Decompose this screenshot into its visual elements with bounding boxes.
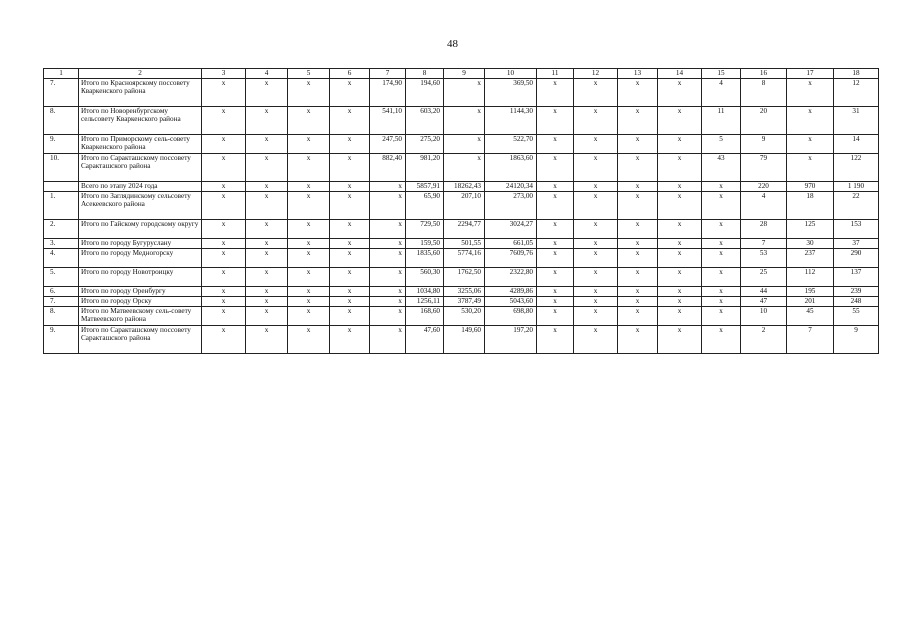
value-cell: 522,70 xyxy=(485,135,537,154)
value-cell: х xyxy=(444,154,485,182)
value-cell: х xyxy=(658,107,702,135)
row-name-cell: Итого по Приморскому сель-совету Кваркенского района xyxy=(79,135,202,154)
value-cell: 10 xyxy=(741,307,787,326)
value-cell: х xyxy=(288,79,330,107)
value-cell: х xyxy=(702,326,741,354)
value-cell: 882,40 xyxy=(370,154,406,182)
value-cell: 698,80 xyxy=(485,307,537,326)
row-name-cell: Итого по Гайскому городскому округу xyxy=(79,220,202,239)
header-cell: 14 xyxy=(658,69,702,79)
row-name-cell: Итого по Саракташскому поссовету Саракташского района xyxy=(79,326,202,354)
value-cell: х xyxy=(246,220,288,239)
value-cell: х xyxy=(537,326,574,354)
table-row xyxy=(44,239,879,249)
value-cell: х xyxy=(288,297,330,307)
value-cell: 18 xyxy=(787,192,834,220)
row-name-cell: Итого по городу Орску xyxy=(79,297,202,307)
value-cell: х xyxy=(537,239,574,249)
value-cell: х xyxy=(618,135,658,154)
header-cell: 15 xyxy=(702,69,741,79)
value-cell: х xyxy=(246,79,288,107)
row-number-cell: 2. xyxy=(44,220,79,239)
value-cell: 122 xyxy=(834,154,879,182)
value-cell: 1762,50 xyxy=(444,268,485,287)
value-cell: х xyxy=(618,192,658,220)
value-cell: х xyxy=(288,268,330,287)
value-cell: х xyxy=(444,107,485,135)
row-number-cell: 3. xyxy=(44,239,79,249)
value-cell: 5043,60 xyxy=(485,297,537,307)
value-cell: 3024,27 xyxy=(485,220,537,239)
value-cell: 149,60 xyxy=(444,326,485,354)
value-cell: х xyxy=(574,239,618,249)
value-cell: 37 xyxy=(834,239,879,249)
value-cell: х xyxy=(574,287,618,297)
value-cell: х xyxy=(537,297,574,307)
value-cell: х xyxy=(574,182,618,192)
row-name-cell: Итого по Матвеевскому сель-совету Матвеевского района xyxy=(79,307,202,326)
value-cell: 9 xyxy=(834,326,879,354)
value-cell: 7 xyxy=(741,239,787,249)
value-cell: х xyxy=(537,307,574,326)
row-name-cell: Итого по Новоренбургскому сельсовету Кваркенского района xyxy=(79,107,202,135)
table-row xyxy=(44,307,879,326)
value-cell: х xyxy=(246,192,288,220)
value-cell: х xyxy=(370,297,406,307)
value-cell: 43 xyxy=(702,154,741,182)
row-number-cell: 9. xyxy=(44,326,79,354)
value-cell: 1863,60 xyxy=(485,154,537,182)
value-cell: х xyxy=(787,135,834,154)
value-cell: х xyxy=(702,182,741,192)
value-cell: 5 xyxy=(702,135,741,154)
value-cell: 79 xyxy=(741,154,787,182)
value-cell: 981,20 xyxy=(406,154,444,182)
value-cell: х xyxy=(618,220,658,239)
value-cell: х xyxy=(618,154,658,182)
value-cell: х xyxy=(288,249,330,268)
value-cell: х xyxy=(288,154,330,182)
value-cell: х xyxy=(658,307,702,326)
value-cell: х xyxy=(202,192,246,220)
value-cell: 207,10 xyxy=(444,192,485,220)
value-cell: х xyxy=(246,135,288,154)
value-cell: 7609,76 xyxy=(485,249,537,268)
value-cell: 55 xyxy=(834,307,879,326)
value-cell: х xyxy=(330,182,370,192)
value-cell: 290 xyxy=(834,249,879,268)
value-cell: 541,10 xyxy=(370,107,406,135)
value-cell: х xyxy=(246,326,288,354)
value-cell: х xyxy=(202,249,246,268)
value-cell: 65,90 xyxy=(406,192,444,220)
value-cell: х xyxy=(574,79,618,107)
table-row xyxy=(44,220,879,239)
value-cell: х xyxy=(330,297,370,307)
value-cell: х xyxy=(618,182,658,192)
value-cell: 18262,43 xyxy=(444,182,485,192)
value-cell: х xyxy=(330,107,370,135)
value-cell: 239 xyxy=(834,287,879,297)
table-row xyxy=(44,287,879,297)
value-cell: 5774,16 xyxy=(444,249,485,268)
value-cell: х xyxy=(658,249,702,268)
value-cell: х xyxy=(288,192,330,220)
value-cell: 560,30 xyxy=(406,268,444,287)
value-cell: 194,60 xyxy=(406,79,444,107)
value-cell: 220 xyxy=(741,182,787,192)
value-cell: х xyxy=(618,239,658,249)
value-cell: 168,60 xyxy=(406,307,444,326)
row-number-cell: 7. xyxy=(44,79,79,107)
value-cell: х xyxy=(330,154,370,182)
value-cell: х xyxy=(537,79,574,107)
value-cell: х xyxy=(288,307,330,326)
table-row xyxy=(44,154,879,182)
value-cell: 1835,60 xyxy=(406,249,444,268)
value-cell: 174,90 xyxy=(370,79,406,107)
value-cell: х xyxy=(787,154,834,182)
row-name-cell: Итого по городу Медногорску xyxy=(79,249,202,268)
value-cell: х xyxy=(246,297,288,307)
value-cell: х xyxy=(202,268,246,287)
value-cell: 4289,86 xyxy=(485,287,537,297)
value-cell: х xyxy=(330,249,370,268)
value-cell: х xyxy=(202,297,246,307)
header-cell: 2 xyxy=(79,69,202,79)
value-cell: 30 xyxy=(787,239,834,249)
value-cell: х xyxy=(702,307,741,326)
value-cell: х xyxy=(702,239,741,249)
value-cell: х xyxy=(444,135,485,154)
value-cell: х xyxy=(202,135,246,154)
value-cell: х xyxy=(537,107,574,135)
value-cell: 8 xyxy=(741,79,787,107)
value-cell: х xyxy=(702,249,741,268)
value-cell: х xyxy=(202,239,246,249)
value-cell: 25 xyxy=(741,268,787,287)
value-cell: х xyxy=(618,107,658,135)
value-cell: х xyxy=(370,326,406,354)
value-cell: 2322,80 xyxy=(485,268,537,287)
value-cell: х xyxy=(370,182,406,192)
value-cell: х xyxy=(702,192,741,220)
value-cell: х xyxy=(618,297,658,307)
value-cell: х xyxy=(658,220,702,239)
value-cell: 4 xyxy=(702,79,741,107)
value-cell: 137 xyxy=(834,268,879,287)
value-cell: 24120,34 xyxy=(485,182,537,192)
value-cell: 2 xyxy=(741,326,787,354)
row-name-cell: Итого по Заглядинскому сельсовету Асекеевского района xyxy=(79,192,202,220)
header-cell: 8 xyxy=(406,69,444,79)
value-cell: х xyxy=(658,268,702,287)
value-cell: х xyxy=(658,297,702,307)
value-cell: х xyxy=(658,79,702,107)
value-cell: х xyxy=(330,135,370,154)
value-cell: 47,60 xyxy=(406,326,444,354)
value-cell: х xyxy=(370,287,406,297)
value-cell: х xyxy=(574,135,618,154)
header-cell: 1 xyxy=(44,69,79,79)
value-cell: х xyxy=(702,287,741,297)
row-number-cell: 7. xyxy=(44,297,79,307)
value-cell: х xyxy=(618,79,658,107)
value-cell: х xyxy=(574,107,618,135)
value-cell: 2294,77 xyxy=(444,220,485,239)
value-cell: 501,55 xyxy=(444,239,485,249)
value-cell: х xyxy=(246,154,288,182)
header-cell: 11 xyxy=(537,69,574,79)
value-cell: 45 xyxy=(787,307,834,326)
value-cell: 273,00 xyxy=(485,192,537,220)
value-cell: х xyxy=(658,326,702,354)
header-cell: 9 xyxy=(444,69,485,79)
value-cell: 1 190 xyxy=(834,182,879,192)
value-cell: х xyxy=(246,307,288,326)
value-cell: 53 xyxy=(741,249,787,268)
value-cell: х xyxy=(537,268,574,287)
value-cell: 729,50 xyxy=(406,220,444,239)
value-cell: 661,05 xyxy=(485,239,537,249)
table-row xyxy=(44,297,879,307)
value-cell: х xyxy=(618,307,658,326)
value-cell: 44 xyxy=(741,287,787,297)
value-cell: х xyxy=(288,135,330,154)
table-row xyxy=(44,192,879,220)
value-cell: х xyxy=(618,249,658,268)
value-cell: 970 xyxy=(787,182,834,192)
value-cell: х xyxy=(702,220,741,239)
value-cell: х xyxy=(202,79,246,107)
value-cell: х xyxy=(537,135,574,154)
value-cell: 195 xyxy=(787,287,834,297)
value-cell: 9 xyxy=(741,135,787,154)
value-cell: х xyxy=(330,79,370,107)
value-cell: 275,20 xyxy=(406,135,444,154)
value-cell: х xyxy=(288,220,330,239)
row-name-cell: Итого по Красноярскому поссовету Кваркенского района xyxy=(79,79,202,107)
table-row xyxy=(44,249,879,268)
value-cell: 20 xyxy=(741,107,787,135)
row-name-cell: Итого по городу Бугуруслану xyxy=(79,239,202,249)
value-cell: х xyxy=(370,220,406,239)
header-cell: 13 xyxy=(618,69,658,79)
value-cell: х xyxy=(574,249,618,268)
row-name-cell: Итого по городу Новотроицку xyxy=(79,268,202,287)
value-cell: х xyxy=(658,192,702,220)
row-name-cell: Всего по этапу 2024 года xyxy=(79,182,202,192)
value-cell: х xyxy=(787,79,834,107)
value-cell: 4 xyxy=(741,192,787,220)
value-cell: х xyxy=(574,220,618,239)
value-cell: 530,20 xyxy=(444,307,485,326)
value-cell: х xyxy=(658,239,702,249)
value-cell: 3255,06 xyxy=(444,287,485,297)
row-number-cell: 5. xyxy=(44,268,79,287)
header-cell: 12 xyxy=(574,69,618,79)
value-cell: х xyxy=(658,182,702,192)
header-cell: 3 xyxy=(202,69,246,79)
value-cell: 1256,11 xyxy=(406,297,444,307)
value-cell: 22 xyxy=(834,192,879,220)
value-cell: х xyxy=(574,268,618,287)
value-cell: 237 xyxy=(787,249,834,268)
value-cell: х xyxy=(574,307,618,326)
value-cell: х xyxy=(330,326,370,354)
row-number-cell: 6. xyxy=(44,287,79,297)
value-cell: х xyxy=(658,154,702,182)
header-cell: 6 xyxy=(330,69,370,79)
value-cell: 112 xyxy=(787,268,834,287)
row-number-cell: 8. xyxy=(44,307,79,326)
value-cell: 1144,30 xyxy=(485,107,537,135)
row-name-cell: Итого по городу Оренбургу xyxy=(79,287,202,297)
value-cell: х xyxy=(246,107,288,135)
value-cell: х xyxy=(246,239,288,249)
value-cell: х xyxy=(618,268,658,287)
row-name-cell: Итого по Саракташскому поссовету Саракташского района xyxy=(79,154,202,182)
value-cell: 7 xyxy=(787,326,834,354)
value-cell: х xyxy=(246,182,288,192)
row-number-cell: 1. xyxy=(44,192,79,220)
value-cell: х xyxy=(202,182,246,192)
value-cell: 159,50 xyxy=(406,239,444,249)
value-cell: х xyxy=(618,326,658,354)
header-cell: 18 xyxy=(834,69,879,79)
value-cell: 11 xyxy=(702,107,741,135)
value-cell: х xyxy=(288,182,330,192)
table-row xyxy=(44,79,879,107)
row-number-cell: 8. xyxy=(44,107,79,135)
value-cell: х xyxy=(370,249,406,268)
row-number-cell: 9. xyxy=(44,135,79,154)
value-cell: х xyxy=(202,107,246,135)
header-cell: 7 xyxy=(370,69,406,79)
table-row xyxy=(44,135,879,154)
value-cell: х xyxy=(537,192,574,220)
value-cell: х xyxy=(658,287,702,297)
header-cell: 5 xyxy=(288,69,330,79)
value-cell: х xyxy=(444,79,485,107)
value-cell: х xyxy=(370,239,406,249)
value-cell: х xyxy=(246,249,288,268)
header-cell: 16 xyxy=(741,69,787,79)
value-cell: 5857,91 xyxy=(406,182,444,192)
value-cell: х xyxy=(574,297,618,307)
value-cell: х xyxy=(330,287,370,297)
value-cell: 201 xyxy=(787,297,834,307)
value-cell: х xyxy=(288,287,330,297)
value-cell: х xyxy=(574,326,618,354)
value-cell: х xyxy=(288,239,330,249)
value-cell: х xyxy=(330,307,370,326)
value-cell: х xyxy=(202,220,246,239)
value-cell: х xyxy=(618,287,658,297)
header-cell: 4 xyxy=(246,69,288,79)
value-cell: х xyxy=(537,182,574,192)
value-cell: х xyxy=(330,192,370,220)
value-cell: 369,50 xyxy=(485,79,537,107)
row-number-cell: 10. xyxy=(44,154,79,182)
value-cell: х xyxy=(202,326,246,354)
value-cell: х xyxy=(370,192,406,220)
table-row xyxy=(44,107,879,135)
value-cell: х xyxy=(658,135,702,154)
value-cell: х xyxy=(202,287,246,297)
table-row xyxy=(44,268,879,287)
value-cell: 247,50 xyxy=(370,135,406,154)
value-cell: х xyxy=(787,107,834,135)
value-cell: 12 xyxy=(834,79,879,107)
value-cell: 47 xyxy=(741,297,787,307)
value-cell: 153 xyxy=(834,220,879,239)
value-cell: х xyxy=(574,192,618,220)
value-cell: 28 xyxy=(741,220,787,239)
value-cell: 1034,80 xyxy=(406,287,444,297)
value-cell: х xyxy=(370,307,406,326)
row-number-cell: 4. xyxy=(44,249,79,268)
value-cell: х xyxy=(537,154,574,182)
value-cell: х xyxy=(702,268,741,287)
value-cell: х xyxy=(288,326,330,354)
table-row xyxy=(44,326,879,354)
value-cell: 14 xyxy=(834,135,879,154)
value-cell: х xyxy=(330,239,370,249)
value-cell: х xyxy=(702,297,741,307)
value-cell: 603,20 xyxy=(406,107,444,135)
value-cell: х xyxy=(537,249,574,268)
value-cell: х xyxy=(246,287,288,297)
value-cell: х xyxy=(537,220,574,239)
value-cell: х xyxy=(330,220,370,239)
value-cell: х xyxy=(202,154,246,182)
value-cell: 125 xyxy=(787,220,834,239)
value-cell: х xyxy=(370,268,406,287)
page-number: 48 xyxy=(447,38,458,50)
value-cell: х xyxy=(537,287,574,297)
value-cell: 31 xyxy=(834,107,879,135)
value-cell: х xyxy=(330,268,370,287)
value-cell: 3787,49 xyxy=(444,297,485,307)
report-table xyxy=(43,68,879,354)
value-cell: х xyxy=(288,107,330,135)
row-number-cell xyxy=(44,182,79,192)
table-row xyxy=(44,182,879,192)
value-cell: х xyxy=(246,268,288,287)
value-cell: 197,20 xyxy=(485,326,537,354)
header-cell: 17 xyxy=(787,69,834,79)
value-cell: 248 xyxy=(834,297,879,307)
header-cell: 10 xyxy=(485,69,537,79)
value-cell: х xyxy=(202,307,246,326)
value-cell: х xyxy=(574,154,618,182)
header-row xyxy=(44,69,879,79)
